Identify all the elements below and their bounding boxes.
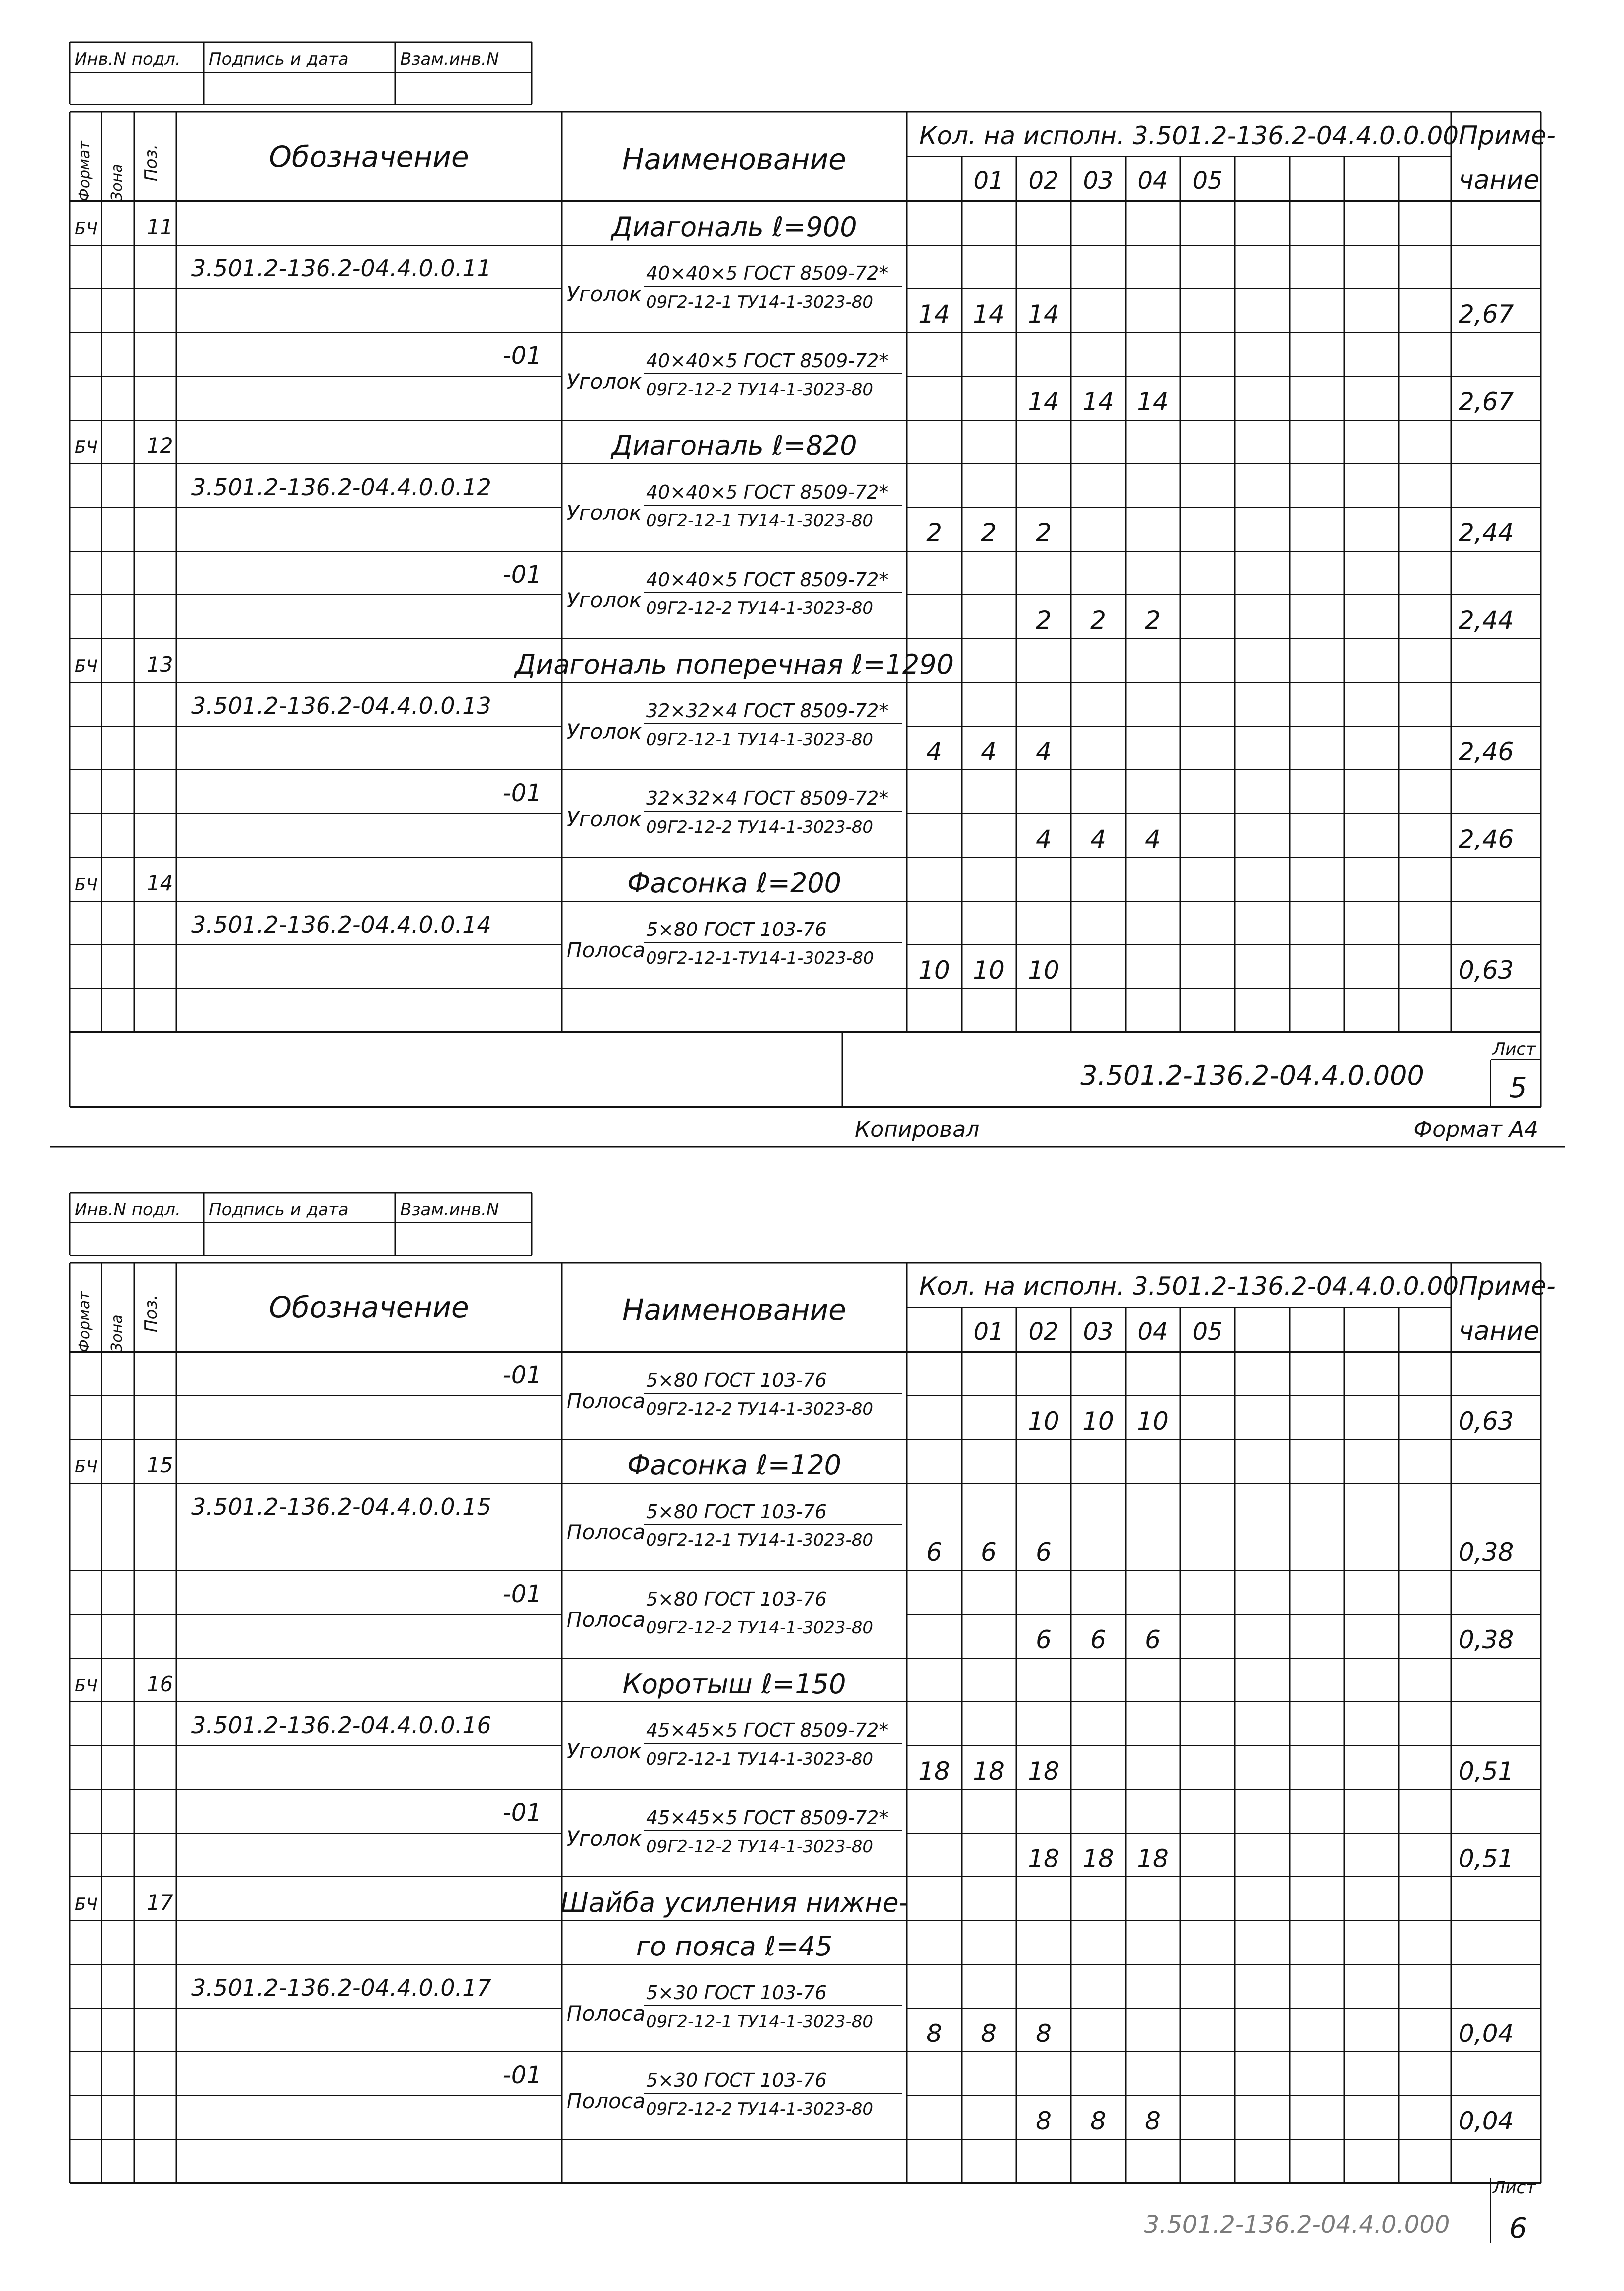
row-material: Уголок — [567, 501, 642, 525]
row-material-size: 5×30 ГОСТ 103-76 — [646, 1982, 827, 2004]
stamp-inv-label: Инв.N подл. — [75, 49, 181, 69]
row-material-size: 45×45×5 ГОСТ 8509-72* — [646, 1807, 889, 1829]
header-variant: 03 — [1083, 167, 1114, 195]
sheet-label: Лист — [1492, 1039, 1536, 1059]
row-material: Полоса — [567, 1608, 646, 1632]
row-material-size: 40×40×5 ГОСТ 8509-72* — [646, 481, 889, 503]
header-variant: 04 — [1137, 1318, 1168, 1346]
row-material-size: 40×40×5 ГОСТ 8509-72* — [646, 569, 889, 591]
row-format: БЧ — [75, 1457, 98, 1477]
row-material-size: 5×30 ГОСТ 103-76 — [646, 2069, 827, 2091]
qty-cell: 14 — [1028, 300, 1059, 329]
row-position: 16 — [147, 1672, 173, 1696]
row-note: 0,04 — [1459, 2019, 1514, 2048]
row-material-grade: 09Г2-12-1 ТУ14-1-3023-80 — [646, 730, 874, 750]
row-material: Уголок — [567, 807, 642, 831]
row-material-size: 45×45×5 ГОСТ 8509-72* — [646, 1719, 889, 1741]
header-pos: Поз. — [141, 144, 161, 181]
row-material-size: 32×32×4 ГОСТ 8509-72* — [646, 700, 889, 722]
qty-cell: 6 — [926, 1538, 942, 1567]
qty-cell: 8 — [981, 2019, 997, 2048]
row-material: Уголок — [567, 719, 642, 744]
qty-cell: 18 — [918, 1757, 950, 1785]
qty-cell: 10 — [1082, 1407, 1114, 1436]
row-position: 15 — [147, 1453, 173, 1477]
header-designation: Обозначение — [269, 140, 469, 173]
row-designation: 3.501.2-136.2-04.4.0.0.11 — [191, 255, 491, 282]
row-designation: 3.501.2-136.2-04.4.0.0.15 — [191, 1493, 491, 1520]
qty-cell: 4 — [926, 737, 942, 766]
row-title: Коротыш ℓ=150 — [622, 1668, 846, 1699]
row-format: БЧ — [75, 875, 98, 895]
header-note: Приме- — [1459, 1272, 1556, 1301]
row-material: Уголок — [567, 588, 642, 612]
sheet-number: 5 — [1509, 1072, 1527, 1104]
header-variant: 05 — [1192, 167, 1223, 195]
qty-cell: 14 — [1137, 387, 1169, 416]
row-material-grade: 09Г2-12-1 ТУ14-1-3023-80 — [646, 1530, 874, 1550]
qty-cell: 6 — [1090, 1625, 1106, 1654]
row-position: 11 — [147, 215, 173, 239]
qty-cell: 2 — [1090, 606, 1106, 635]
qty-cell: 8 — [1036, 2019, 1052, 2048]
row-position: 12 — [147, 433, 173, 458]
header-qty: Кол. на исполн. 3.501.2-136.2-04.4.0.0.00 — [919, 1272, 1459, 1301]
doc-code: 3.501.2-136.2-04.4.0.000 — [1144, 2211, 1450, 2239]
row-material-grade: 09Г2-12-2 ТУ14-1-3023-80 — [646, 817, 874, 837]
format-label: Формат А4 — [1413, 1117, 1538, 1142]
row-material-grade: 09Г2-12-1 ТУ14-1-3023-80 — [646, 511, 874, 531]
row-note: 2,67 — [1459, 300, 1514, 329]
qty-cell: 4 — [1036, 737, 1052, 766]
row-designation: 3.501.2-136.2-04.4.0.0.16 — [191, 1712, 491, 1739]
row-format: БЧ — [75, 1894, 98, 1914]
row-material-size: 5×80 ГОСТ 103-76 — [646, 1501, 827, 1523]
row-material-size: 40×40×5 ГОСТ 8509-72* — [646, 350, 889, 372]
qty-cell: 14 — [918, 300, 950, 329]
stamp-replace-label: Взам.инв.N — [400, 1200, 499, 1220]
row-designation: -01 — [502, 2061, 542, 2089]
row-material: Уголок — [567, 282, 642, 306]
row-material: Уголок — [567, 369, 642, 394]
row-material-size: 5×80 ГОСТ 103-76 — [646, 1588, 827, 1610]
header-note: Приме- — [1459, 121, 1556, 151]
row-material-grade: 09Г2-12-2 ТУ14-1-3023-80 — [646, 1837, 874, 1857]
row-note: 2,46 — [1459, 737, 1514, 766]
row-material: Полоса — [567, 938, 646, 962]
doc-code: 3.501.2-136.2-04.4.0.000 — [1080, 1060, 1424, 1091]
row-note: 2,44 — [1459, 606, 1514, 635]
header-variant: 03 — [1083, 1318, 1114, 1346]
row-title: Диагональ ℓ=820 — [611, 430, 857, 461]
row-designation: -01 — [502, 1580, 542, 1608]
row-position: 17 — [147, 1890, 173, 1915]
row-designation: -01 — [502, 561, 542, 589]
qty-cell: 6 — [1036, 1538, 1052, 1567]
row-note: 0,51 — [1459, 1844, 1514, 1873]
header-format: Формат — [76, 1291, 93, 1352]
header-qty: Кол. на исполн. 3.501.2-136.2-04.4.0.0.00 — [919, 121, 1459, 150]
header-variant: 02 — [1028, 1318, 1059, 1346]
row-title: Шайба усиления нижне- — [560, 1887, 909, 1918]
header-name: Наименование — [622, 1293, 846, 1327]
row-material: Полоса — [567, 2001, 646, 2026]
row-title: Диагональ поперечная ℓ=1290 — [515, 649, 954, 680]
row-designation: 3.501.2-136.2-04.4.0.0.14 — [191, 911, 491, 938]
header-zone: Зона — [108, 1314, 126, 1352]
header-pos: Поз. — [141, 1294, 161, 1332]
sheet-label: Лист — [1492, 2178, 1536, 2198]
row-material-grade: 09Г2-12-1-ТУ14-1-3023-80 — [646, 948, 874, 968]
row-material: Полоса — [567, 2089, 646, 2113]
row-title: го пояса ℓ=45 — [636, 1931, 833, 1962]
row-designation: 3.501.2-136.2-04.4.0.0.13 — [191, 692, 491, 719]
qty-cell: 8 — [1090, 2107, 1106, 2135]
row-format: БЧ — [75, 1676, 98, 1696]
row-material-grade: 09Г2-12-2 ТУ14-1-3023-80 — [646, 1618, 874, 1638]
row-note: 0,38 — [1459, 1538, 1514, 1567]
stamp-sign-label: Подпись и дата — [209, 49, 349, 69]
qty-cell: 18 — [1028, 1757, 1059, 1785]
row-material: Полоса — [567, 1389, 646, 1413]
row-designation: -01 — [502, 342, 542, 370]
row-title: Фасонка ℓ=200 — [627, 867, 842, 899]
header-variant: 02 — [1028, 167, 1059, 195]
qty-cell: 10 — [918, 956, 950, 985]
header-variant: 05 — [1192, 1318, 1223, 1346]
qty-cell: 2 — [1145, 606, 1161, 635]
qty-cell: 18 — [973, 1757, 1005, 1785]
row-material-grade: 09Г2-12-1 ТУ14-1-3023-80 — [646, 2012, 874, 2032]
row-material-size: 5×80 ГОСТ 103-76 — [646, 1369, 827, 1391]
header-name: Наименование — [622, 142, 846, 176]
row-designation: 3.501.2-136.2-04.4.0.0.12 — [191, 474, 491, 501]
row-note: 0,51 — [1459, 1757, 1514, 1785]
row-material-size: 32×32×4 ГОСТ 8509-72* — [646, 787, 889, 809]
row-designation: 3.501.2-136.2-04.4.0.0.17 — [191, 1974, 491, 2001]
qty-cell: 4 — [981, 737, 997, 766]
row-format: БЧ — [75, 656, 98, 676]
qty-cell: 18 — [1082, 1844, 1114, 1873]
qty-cell: 8 — [1145, 2107, 1161, 2135]
header-variant: 04 — [1137, 167, 1168, 195]
row-note: 2,46 — [1459, 825, 1514, 853]
qty-cell: 10 — [1028, 1407, 1059, 1436]
header-note-2: чание — [1459, 166, 1540, 195]
row-material-grade: 09Г2-12-1 ТУ14-1-3023-80 — [646, 1749, 874, 1769]
row-note: 0,63 — [1459, 956, 1514, 985]
qty-cell: 14 — [973, 300, 1005, 329]
row-note: 0,38 — [1459, 1625, 1514, 1654]
row-material-grade: 09Г2-12-2 ТУ14-1-3023-80 — [646, 1399, 874, 1419]
row-material: Уголок — [567, 1739, 642, 1763]
qty-cell: 18 — [1137, 1844, 1169, 1873]
row-designation: -01 — [502, 1361, 542, 1389]
row-title: Диагональ ℓ=900 — [611, 211, 857, 243]
qty-cell: 14 — [1082, 387, 1114, 416]
row-material-grade: 09Г2-12-2 ТУ14-1-3023-80 — [646, 2099, 874, 2119]
row-material-grade: 09Г2-12-2 ТУ14-1-3023-80 — [646, 598, 874, 618]
qty-cell: 14 — [1028, 387, 1059, 416]
qty-cell: 2 — [1036, 606, 1052, 635]
row-material-grade: 09Г2-12-1 ТУ14-1-3023-80 — [646, 292, 874, 312]
row-material-size: 40×40×5 ГОСТ 8509-72* — [646, 262, 889, 284]
header-format: Формат — [76, 141, 93, 201]
qty-cell: 8 — [926, 2019, 942, 2048]
header-designation: Обозначение — [269, 1290, 469, 1324]
row-title: Фасонка ℓ=120 — [627, 1449, 842, 1481]
stamp-replace-label: Взам.инв.N — [400, 49, 499, 69]
qty-cell: 10 — [973, 956, 1005, 985]
header-variant: 01 — [974, 1318, 1004, 1346]
stamp-sign-label: Подпись и дата — [209, 1200, 349, 1220]
qty-cell: 18 — [1028, 1844, 1059, 1873]
qty-cell: 4 — [1145, 825, 1161, 853]
row-material-grade: 09Г2-12-2 ТУ14-1-3023-80 — [646, 380, 874, 400]
sheet-number: 6 — [1509, 2212, 1527, 2245]
header-variant: 01 — [974, 167, 1004, 195]
row-position: 14 — [147, 871, 173, 895]
qty-cell: 2 — [926, 518, 942, 547]
row-note: 2,44 — [1459, 518, 1514, 547]
qty-cell: 6 — [981, 1538, 997, 1567]
qty-cell: 2 — [981, 518, 997, 547]
qty-cell: 10 — [1028, 956, 1059, 985]
qty-cell: 10 — [1137, 1407, 1169, 1436]
row-note: 0,63 — [1459, 1407, 1514, 1436]
row-note: 0,04 — [1459, 2107, 1514, 2135]
header-zone: Зона — [108, 164, 126, 201]
stamp-inv-label: Инв.N подл. — [75, 1200, 181, 1220]
header-note-2: чание — [1459, 1316, 1540, 1346]
qty-cell: 6 — [1036, 1625, 1052, 1654]
qty-cell: 6 — [1145, 1625, 1161, 1654]
row-material-size: 5×80 ГОСТ 103-76 — [646, 919, 827, 940]
row-note: 2,67 — [1459, 387, 1514, 416]
row-material: Уголок — [567, 1826, 642, 1851]
row-designation: -01 — [502, 1799, 542, 1827]
qty-cell: 2 — [1036, 518, 1052, 547]
row-material: Полоса — [567, 1520, 646, 1544]
qty-cell: 8 — [1036, 2107, 1052, 2135]
copied-label: Копировал — [855, 1117, 980, 1142]
row-position: 13 — [147, 652, 173, 677]
row-designation: -01 — [502, 779, 542, 807]
row-format: БЧ — [75, 437, 98, 457]
row-format: БЧ — [75, 219, 98, 239]
qty-cell: 4 — [1090, 825, 1106, 853]
qty-cell: 4 — [1036, 825, 1052, 853]
